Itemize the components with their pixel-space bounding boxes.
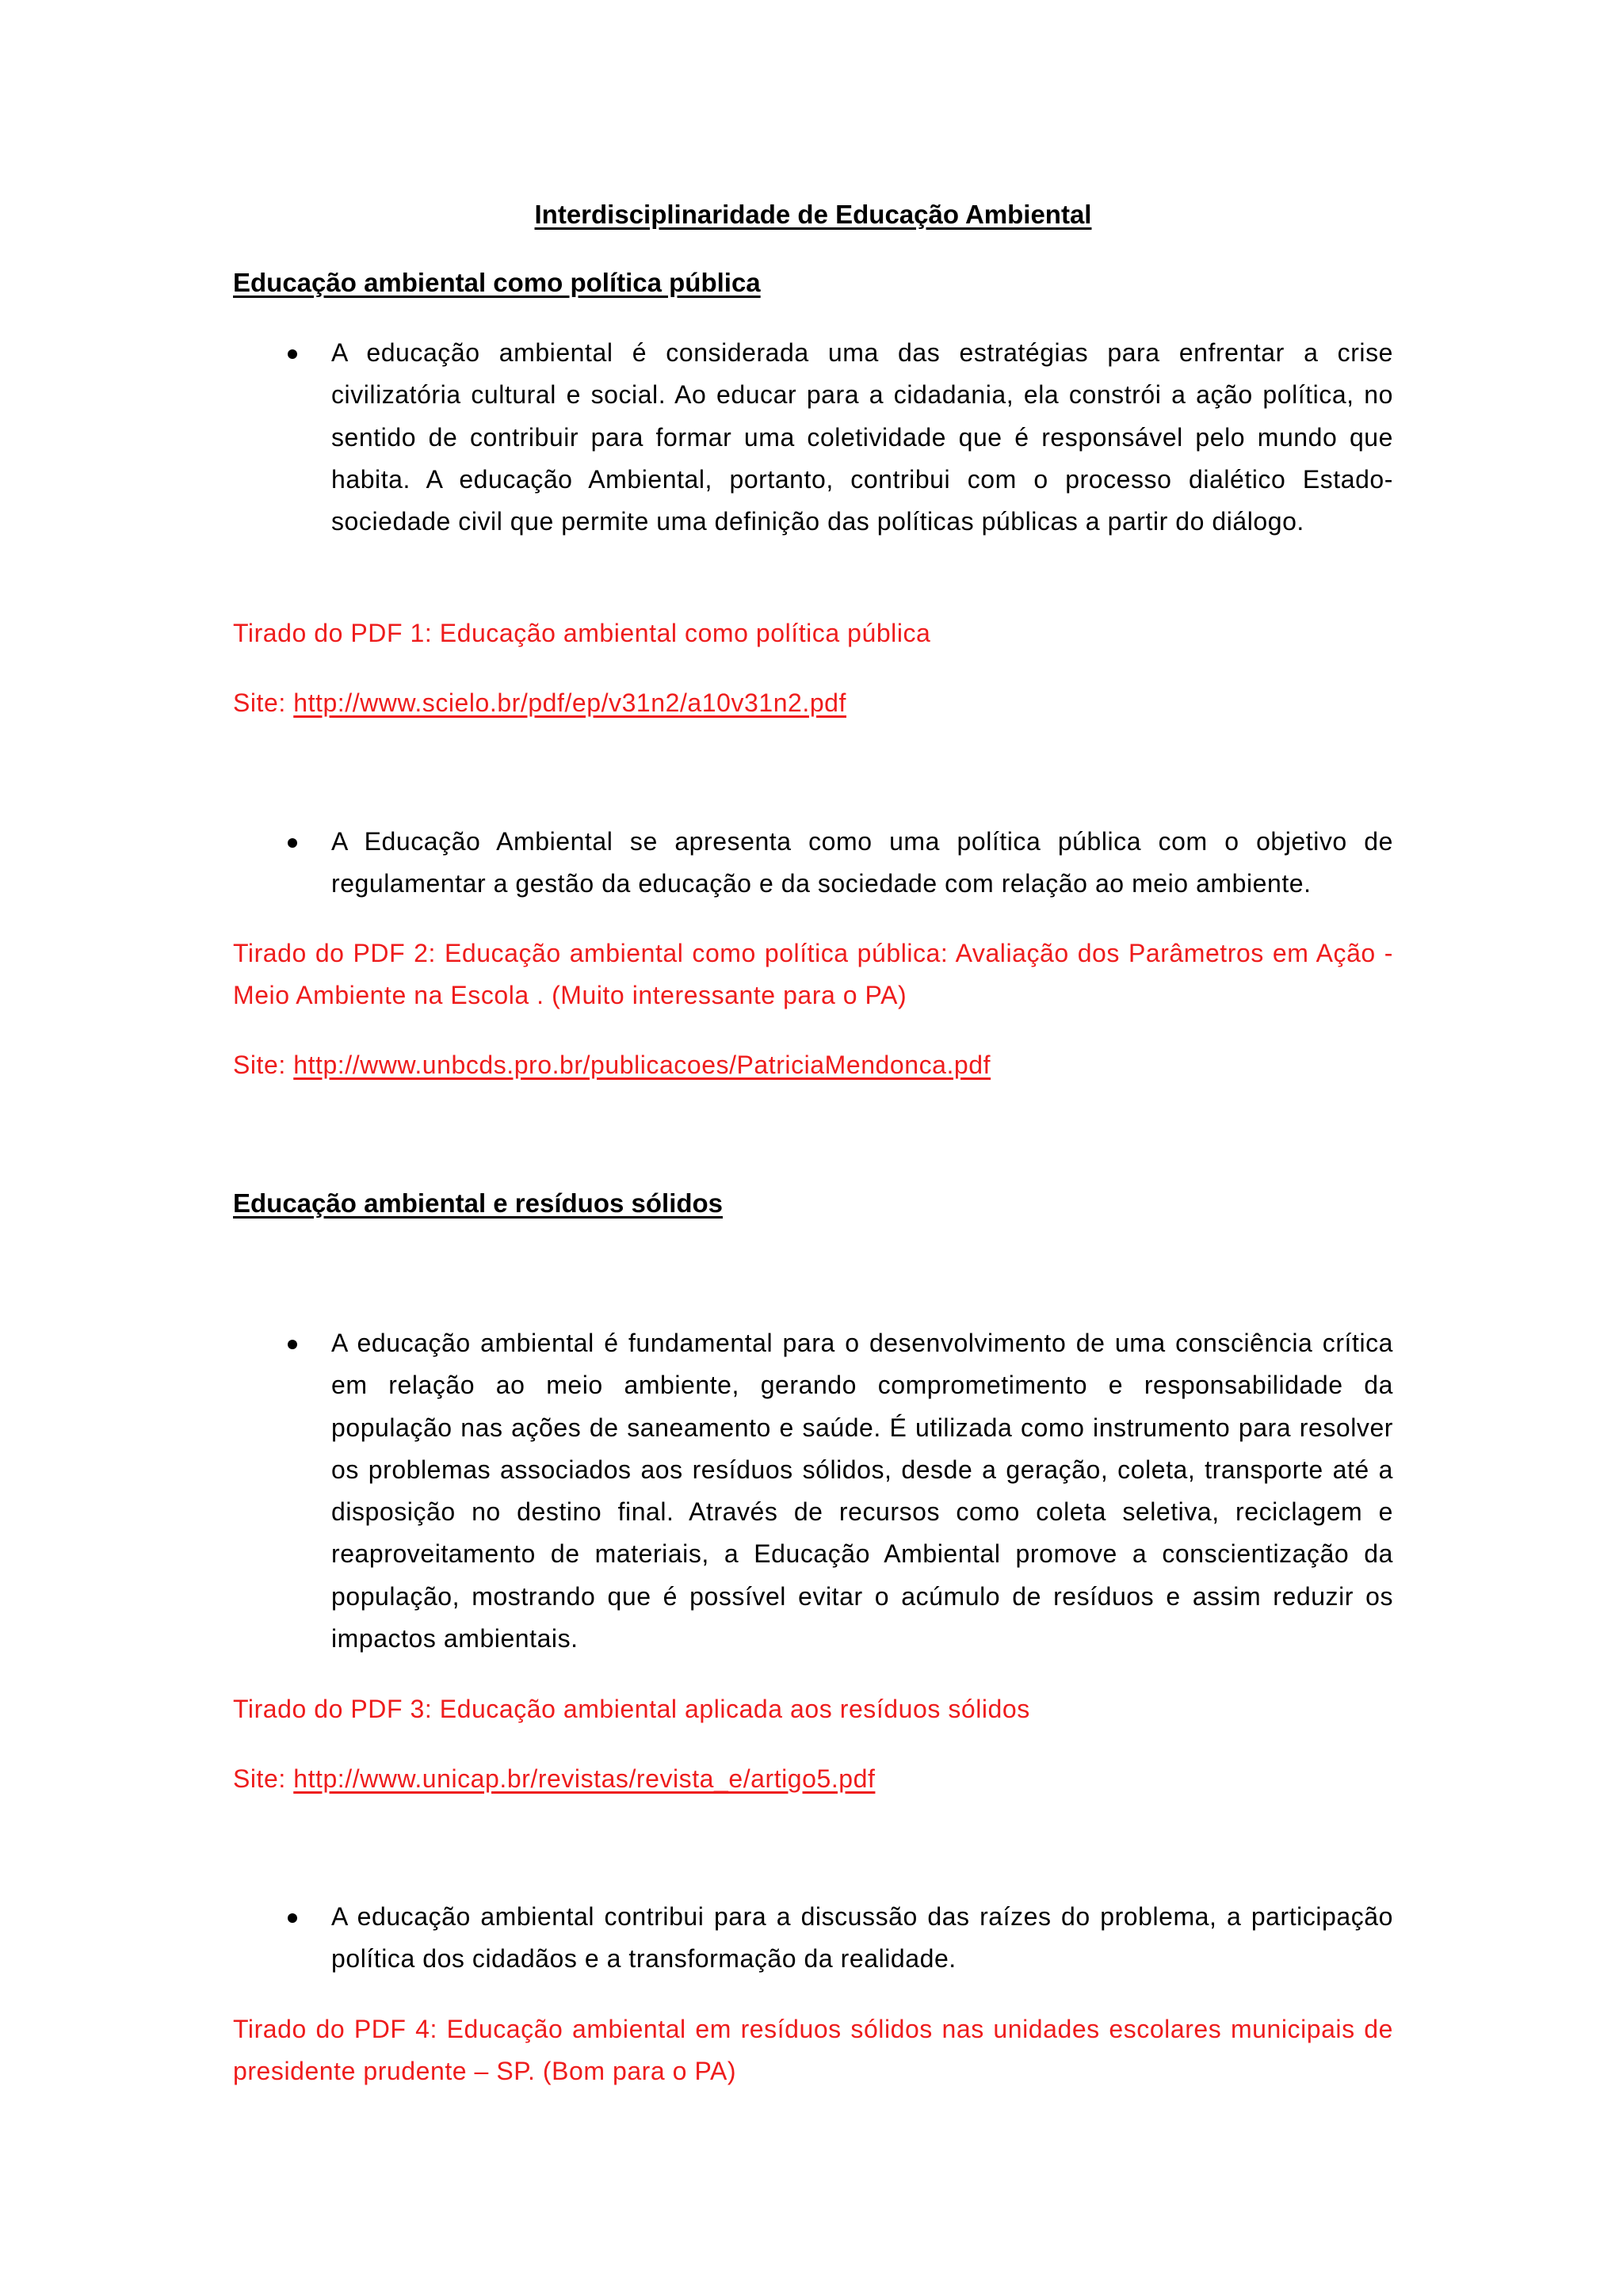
bullet-text: A Educação Ambiental se apresenta como uma política pública com o objetivo de regulamentar a gestão da educação e da sociedade com relação ao meio ambiente. <box>331 827 1393 898</box>
site-reference <box>233 1758 875 1800</box>
source-citation: Tirado do PDF 2: Educação ambiental como política pública: Avaliação dos Parâmetros em Ação - Meio Ambiente na Escola . (Muito interessante para o PA) <box>233 939 1393 1010</box>
site-label: Site: <box>233 1764 294 1793</box>
site-link[interactable]: http://www.scielo.br/pdf/ep/v31n2/a10v31n2.pdf <box>293 688 846 717</box>
section-heading-politica-publica: Educação ambiental como política pública <box>233 268 761 297</box>
bullet-text: A educação ambiental contribui para a discussão das raízes do problema, a participação política dos cidadãos e a transformação da realidade. <box>331 1902 1393 1974</box>
source-citation: Tirado do PDF 4: Educação ambiental em resíduos sólidos nas unidades escolares municipais de presidente prudente – SP. (Bom para o PA) <box>233 2015 1393 2086</box>
site-reference <box>233 682 846 724</box>
section-heading-residuos-solidos: Educação ambiental e resíduos sólidos <box>233 1188 724 1218</box>
document-title: Interdisciplinaridade de Educação Ambiental <box>534 200 1092 229</box>
bullet-text: A educação ambiental é considerada uma das estratégias para enfrentar a crise civilizatória cultural e social. Ao educar para a cidadania, ela constrói a ação política, no sentido de contribuir para formar uma coletividade que é responsável pelo mundo que habita. A educação Ambiental, portanto, contribui com o processo dialético Estado-sociedade civil que permite uma definição das políticas públicas a partir do diálogo. <box>331 338 1393 536</box>
bullet-text: A educação ambiental é fundamental para o desenvolvimento de uma consciência crítica em relação ao meio ambiente, gerando comprometimento e responsabilidade da população nas ações de saneamento e saúde. É utilizada como instrumento para resolver os problemas associados aos resíduos sólidos, desde a geração, coleta, transporte até a disposição no destino final. Através de recursos como coleta seletiva, reciclagem e reaproveitamento de materiais, a Educação Ambiental promove a conscientização da população, mostrando que é possível evitar o acúmulo de resíduos e assim reduzir os impactos ambientais. <box>331 1329 1393 1653</box>
site-reference <box>233 1044 991 1086</box>
site-label: Site: <box>233 688 294 717</box>
bullet-icon <box>288 349 297 359</box>
source-citation: Tirado do PDF 3: Educação ambiental aplicada aos resíduos sólidos <box>233 1695 1030 1723</box>
site-link[interactable]: http://www.unbcds.pro.br/publicacoes/PatriciaMendonca.pdf <box>293 1051 991 1079</box>
bullet-icon <box>288 838 297 848</box>
site-link[interactable]: http://www.unicap.br/revistas/revista_e/artigo5.pdf <box>293 1764 876 1793</box>
site-label: Site: <box>233 1051 294 1079</box>
bullet-icon <box>288 1913 297 1923</box>
source-citation: Tirado do PDF 1: Educação ambiental como política pública <box>233 619 931 647</box>
bullet-icon <box>288 1340 297 1349</box>
